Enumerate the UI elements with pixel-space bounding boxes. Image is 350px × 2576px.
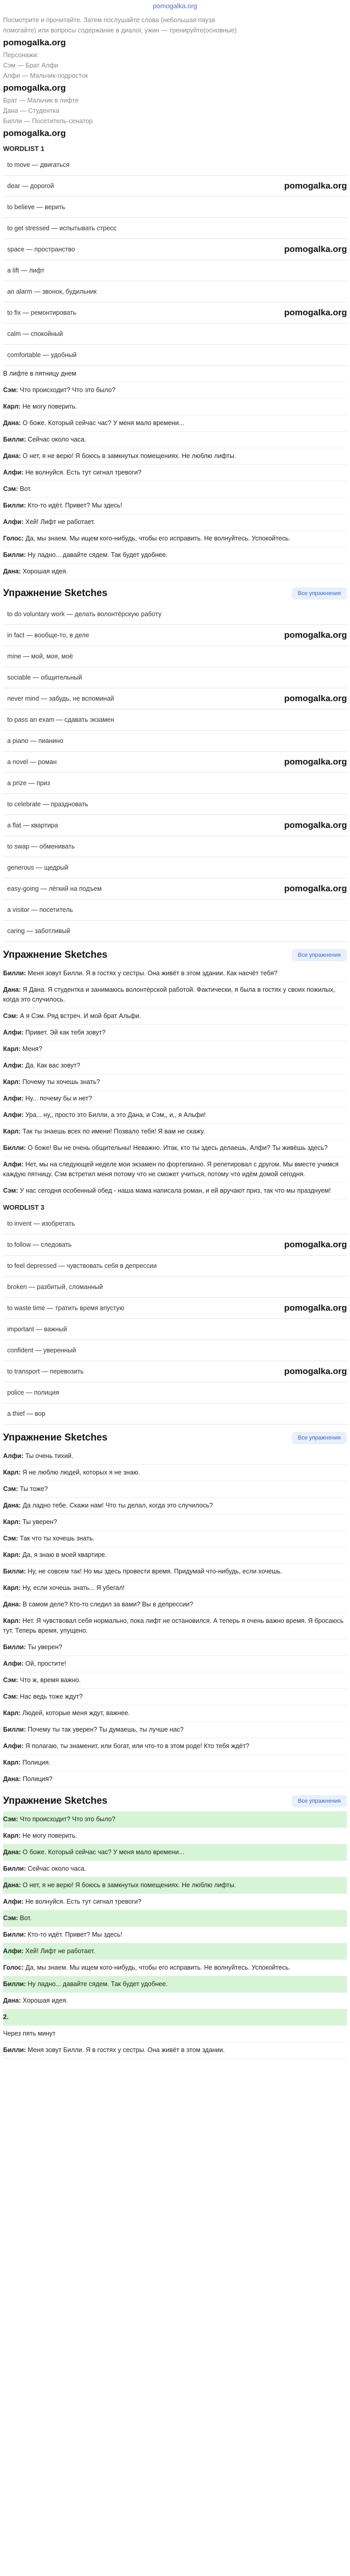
speaker-name: Алфи: — [3, 1161, 24, 1168]
dialog-line — [3, 1943, 347, 1960]
vocab-row — [3, 667, 347, 688]
dialog-line — [3, 1157, 347, 1183]
speaker-name: Дана: — [3, 568, 21, 575]
dialog-text: Сейчас около часа. — [26, 436, 86, 443]
vocab-row — [3, 773, 347, 794]
dialog-text: Так что ты хочешь знать. — [18, 1535, 95, 1542]
dialog-text: В самом деле? Кто-то следил за вами? Вы в депрессии? — [21, 1601, 194, 1608]
vocab-term: a lift — лифт — [7, 267, 45, 274]
speaker-name: Сэм: — [3, 1535, 19, 1542]
dialog-line — [3, 1613, 347, 1639]
speaker-name: Сэм: — [3, 386, 19, 394]
vocab-term: caring — заботливый — [7, 927, 71, 935]
vocab-row — [3, 1382, 347, 1403]
dialog-text: А я Сэм. Ряд встреч. И мой брат Альфи. — [18, 1012, 141, 1020]
vocab-row — [3, 625, 347, 646]
dialog-line — [3, 1844, 347, 1861]
dialog-line — [3, 1025, 347, 1041]
intro-line: Дана — Студентка — [3, 107, 60, 114]
vocab-row — [3, 709, 347, 731]
speaker-name: Сэм: — [3, 1187, 19, 1194]
watermark: pomogalka.org — [3, 83, 66, 93]
speaker-name: Карл: — [3, 1617, 21, 1624]
vocab-term: easy-going — лёгкий на подъем — [7, 885, 102, 892]
speaker-name: Билли: — [3, 1568, 26, 1575]
dialog-line — [3, 1639, 347, 1656]
dialog-3 — [0, 1448, 350, 1788]
speaker-name: Сэм: — [3, 1676, 19, 1684]
dialog-line — [3, 1547, 347, 1564]
speaker-name: Билли: — [3, 1643, 26, 1651]
vocab-term: broken — разбитый, сломанный — [7, 1283, 103, 1291]
dialog-text: Людей, которые меня ждут, важнее. — [21, 1709, 130, 1717]
sketches-1-header — [0, 580, 350, 604]
dialog-text: Кто-то идёт. Привет? Мы здесь! — [26, 502, 122, 509]
dialog-text: Сейчас около часа. — [26, 1865, 86, 1872]
vocab-term: a piano — пианино — [7, 737, 63, 744]
dialog-line — [3, 1008, 347, 1025]
vocab-row — [3, 815, 347, 836]
vocab-term: confident — уверенный — [7, 1347, 76, 1354]
speaker-name: Сэм: — [3, 1914, 19, 1922]
dialog-text: Хорошая идея. — [21, 1997, 68, 2004]
dialog-line — [3, 1738, 347, 1755]
intro-line: помогайте) или вопросы содержание в диалог, ужин — тренируйте(основные) — [3, 27, 237, 34]
dialog-4 — [0, 1811, 350, 2059]
vocab-term: to waste time — тратить время впустую — [7, 1304, 125, 1312]
dialog-text: Хорошая идея. — [21, 568, 68, 575]
speaker-name: Алфи: — [3, 1029, 24, 1036]
speaker-name: Карл: — [3, 1759, 21, 1766]
speaker-name: Дана: — [3, 1601, 21, 1608]
dialog-text: Не могу поверить. — [21, 1832, 77, 1839]
dialog-line — [3, 1755, 347, 1771]
dialog-line — [3, 1564, 347, 1580]
dialog-text: Не волнуйся. Есть тут сигнал тревоги? — [23, 469, 142, 476]
speaker-name: Голос: — [3, 535, 24, 542]
intro-line: Брат — Мальчик в лифте — [3, 97, 79, 104]
dialog-line — [3, 1531, 347, 1547]
speaker-name: Билли: — [3, 1726, 26, 1733]
speaker-name: Алфи: — [3, 518, 24, 526]
dialog-line — [3, 1465, 347, 1481]
vocab-term: to transport — перевозить — [7, 1368, 84, 1375]
all-exercises-button-1[interactable]: Все упражнения — [292, 587, 347, 600]
all-exercises-button-3[interactable]: Все упражнения — [292, 1432, 347, 1444]
speaker-name: Карл: — [3, 1469, 21, 1476]
dialog-line — [3, 531, 347, 547]
dialog-text: Нас ведь тоже ждут? — [18, 1693, 83, 1700]
dialog-line — [3, 1597, 347, 1613]
dialog-line — [3, 465, 347, 481]
dialog-text: О боже. Который сейчас час? У меня мало времени... — [21, 419, 184, 427]
dialog-text: Ты очень тихий. — [23, 1452, 74, 1460]
vocab-row — [3, 921, 347, 942]
speaker-name: Алфи: — [3, 1742, 24, 1750]
dialog-line — [3, 432, 347, 448]
vocab-row — [3, 281, 347, 302]
dialog-text: Через пять минут — [3, 2030, 56, 2037]
dialog-line — [3, 1041, 347, 1058]
dialog-text: Вот. — [18, 1914, 32, 1922]
sketches-1-title: Упражнение Sketches — [3, 588, 108, 599]
all-exercises-button-4[interactable]: Все упражнения — [292, 1795, 347, 1807]
sketches-3-title: Упражнение Sketches — [3, 1432, 108, 1443]
dialog-text: Хей! Лифт не работает. — [23, 518, 95, 526]
vocab-row — [3, 345, 347, 366]
site-url[interactable]: pomogalka.org — [153, 2, 197, 10]
vocab-row — [3, 794, 347, 815]
watermark: pomogalka.org — [284, 693, 347, 703]
wordlist-1-title: WORDLIST 1 — [3, 145, 45, 152]
speaker-name: Билли: — [3, 2046, 26, 2054]
dialog-line — [3, 1722, 347, 1738]
intro-line: Персонажи: — [3, 52, 39, 59]
speaker-name: 2. — [3, 2013, 9, 2021]
sketches-4-header — [0, 1788, 350, 1811]
vocab-row — [3, 1277, 347, 1298]
vocab-term: to pass an exam — сдавать экзамен — [7, 716, 114, 723]
dialog-line — [3, 1514, 347, 1531]
dialog-text: О боже! Вы не очень общительны! Неважно. Итак, кто ты здесь делаешь, Алфи? Ты живёшь здесь? — [26, 1144, 328, 1151]
dialog-line — [3, 1107, 347, 1124]
dialog-line — [3, 1828, 347, 1844]
speaker-name: Дана: — [3, 419, 21, 427]
speaker-name: Сэм: — [3, 1693, 19, 1700]
dialog-text: Меня зовут Билли. Я в гостях у сестры. Она живёт в этом здании. Как насчёт тебя? — [26, 970, 278, 977]
speaker-name: Билли: — [3, 551, 26, 558]
dialog-text: О боже. Который сейчас час? У меня мало времени... — [21, 1849, 184, 1856]
speaker-name: Сэм: — [3, 1012, 19, 1020]
speaker-name: Сэм: — [3, 485, 19, 493]
dialog-line — [3, 399, 347, 415]
dialog-line — [3, 1993, 347, 2009]
watermark: pomogalka.org — [284, 1240, 347, 1249]
speaker-name: Сэм: — [3, 1485, 19, 1493]
dialog-line — [3, 1656, 347, 1672]
speaker-name: Дана: — [3, 452, 21, 460]
speaker-name: Билли: — [3, 436, 26, 443]
speaker-name: Голос: — [3, 1964, 24, 1971]
dialog-line — [3, 1058, 347, 1074]
wordlist-1 — [0, 155, 350, 366]
dialog-line — [3, 1448, 347, 1465]
speaker-name: Алфи: — [3, 469, 24, 476]
vocab-row — [3, 731, 347, 752]
dialog-line — [3, 1910, 347, 1927]
speaker-name: Билли: — [3, 502, 26, 509]
dialog-text: О нет, я не верю! Я боюсь в замкнутых помещениях. Не люблю лифты. — [21, 1882, 236, 1889]
dialog-line — [3, 1091, 347, 1107]
vocab-term: to celebrate — праздновать — [7, 801, 89, 808]
vocab-row — [3, 1298, 347, 1319]
watermark: pomogalka.org — [284, 757, 347, 767]
speaker-name: Дана: — [3, 1775, 21, 1783]
speaker-name: Карл: — [3, 1584, 21, 1591]
dialog-text: Что ж, время важно. — [18, 1676, 81, 1684]
speaker-name: Карл: — [3, 1551, 21, 1558]
watermark: pomogalka.org — [284, 1366, 347, 1376]
speaker-name: Дана: — [3, 1502, 21, 1509]
dialog-line — [3, 1689, 347, 1705]
vocab-term: mine — мой, моя, моё — [7, 653, 73, 660]
speaker-name: Алфи: — [3, 1947, 24, 1955]
dialog-line — [3, 514, 347, 531]
vocab-term: important — важный — [7, 1326, 67, 1333]
watermark: pomogalka.org — [3, 38, 66, 47]
dialog-line — [3, 498, 347, 514]
speaker-name: Алфи: — [3, 1095, 24, 1102]
speaker-name: Билли: — [3, 970, 26, 977]
dialog-text: Я не люблю людей, которых я не знаю. — [21, 1469, 140, 1476]
speaker-name: Дана: — [3, 1849, 21, 1856]
dialog-text: Я Дана. Я студентка и занимаюсь волонтёрской работой. Фактически, я была в гостях у своих пожилых, когда это случилось. — [3, 986, 335, 1003]
vocab-term: to swap — обменивать — [7, 843, 75, 850]
dialog-text: Ой, простите! — [23, 1660, 66, 1667]
dialog-text: Не волнуйся. Есть тут сигнал тревоги? — [23, 1898, 142, 1905]
dialog-line — [3, 382, 347, 399]
vocab-term: space — пространство — [7, 246, 75, 253]
vocab-row — [3, 197, 347, 218]
dialog-text: Да. Как вас зовут? — [23, 1062, 80, 1069]
vocab-term: in fact — вообще-то, в деле — [7, 632, 90, 639]
vocab-term: a flat — квартира — [7, 822, 58, 829]
all-exercises-button-2[interactable]: Все упражнения — [292, 949, 347, 961]
dialog-line — [3, 1877, 347, 1894]
dialog-text: Ну, не совсем так! Но мы здесь провести время. Придумай что-нибудь, если хочешь. — [26, 1568, 283, 1575]
intro-block — [0, 15, 350, 139]
vocab-row — [3, 302, 347, 324]
dialog-line — [3, 982, 347, 1008]
intro-line: Сэм — Брат Алфи — [3, 62, 59, 69]
dialog-text: Да, мы знаем. Мы ищем кого-нибудь, чтобы его исправить. Не волнуйтесь. Успокойтесь. — [24, 535, 291, 542]
dialog-text: Так ты знаешь всех по имени! Позвало тебя! Я вам не скажу. — [21, 1128, 205, 1135]
speaker-name: Алфи: — [3, 1452, 24, 1460]
vocab-row — [3, 1340, 347, 1361]
speaker-name: Карл: — [3, 1045, 21, 1053]
dialog-text: Да, мы знаем. Мы ищем кого-нибудь, чтобы его исправить. Не волнуйтесь. Успокойтесь. — [24, 1964, 291, 1971]
dialog-text: Вот. — [18, 485, 32, 493]
speaker-name: Карл: — [3, 1709, 21, 1717]
dialog-line — [3, 481, 347, 498]
dialog-text: Меня зовут Билли. Я в гостях у сестры. Она живёт в этом здании. — [26, 2046, 225, 2054]
vocab-row — [3, 1256, 347, 1277]
vocab-term: sociable — общительный — [7, 674, 82, 681]
watermark: pomogalka.org — [284, 884, 347, 893]
vocab-row — [3, 1213, 347, 1234]
dialog-text: О нет, я не верю! Я боюсь в замкнутых помещениях. Не люблю лифты. — [21, 452, 236, 460]
vocab-term: to follow — следовать — [7, 1241, 72, 1248]
dialog-line — [3, 1927, 347, 1943]
sketches-2-header — [0, 942, 350, 965]
speaker-name: Билли: — [3, 1980, 26, 1988]
dialog-text: Да ладно тебе. Скажи нам! Что ты делал, когда это случилось? — [21, 1502, 213, 1509]
vocab-row — [3, 155, 347, 176]
dialog-line — [3, 1074, 347, 1091]
dialog-line — [3, 1976, 347, 1993]
dialog-text: Ну, если хочешь знать... Я убегал! — [21, 1584, 125, 1591]
dialog-line — [3, 1498, 347, 1514]
dialog-line — [3, 965, 347, 982]
dialog-text: Хей! Лифт не работает. — [23, 1947, 95, 1955]
dialog-line — [3, 1811, 347, 1828]
vocab-row — [3, 239, 347, 260]
vocab-row — [3, 1403, 347, 1425]
dialog-line — [3, 2009, 347, 2026]
vocab-row — [3, 646, 347, 667]
vocab-term: to move — двигаться — [7, 161, 70, 168]
dialog-text: Нет, мы на следующей неделе мои экзамен по фортепиано. Я репетировал с другом. Мы вместе учимся каждую пятницу. Сэм встретил меня потому что не сможет учиться, потому что идём домой сегодня. — [3, 1161, 339, 1178]
speaker-name: Сэм: — [3, 1816, 19, 1823]
dialog-line — [3, 2042, 347, 2059]
dialog-line — [3, 1481, 347, 1498]
speaker-name: Дана: — [3, 1997, 21, 2004]
watermark: pomogalka.org — [284, 181, 347, 191]
dialog-text: Ты уверен? — [26, 1643, 62, 1651]
sketches-4-title: Упражнение Sketches — [3, 1795, 108, 1806]
dialog-text: Почему ты хочешь знать? — [21, 1078, 100, 1086]
dialog-line — [3, 448, 347, 465]
dialog-text: Не могу поверить. — [21, 403, 77, 410]
dialog-text: Ты тоже? — [18, 1485, 48, 1493]
vocab-row — [3, 836, 347, 857]
vocab-term: a visitor — посетитель — [7, 906, 73, 913]
dialog-text: Я полагаю, ты знаменит, или богат, или что-то в этом роде! Кто тебя ждёт? — [23, 1742, 250, 1750]
vocab-row — [3, 260, 347, 281]
speaker-name: Билли: — [3, 1931, 26, 1938]
dialog-1-header: В лифте в пятницу днем — [3, 366, 347, 382]
speaker-name: Дана: — [3, 986, 21, 993]
vocab-term: generous — щедрый — [7, 864, 68, 871]
vocab-row — [3, 1361, 347, 1382]
sketches-3-header — [0, 1425, 350, 1448]
speaker-name: Карл: — [3, 1078, 21, 1086]
dialog-line — [3, 1960, 347, 1976]
vocab-row — [3, 857, 347, 878]
dialog-line — [3, 1672, 347, 1689]
vocab-term: to do voluntary work — делать волонтёрскую работу — [7, 611, 162, 618]
dialog-text: Полиция? — [21, 1775, 52, 1783]
dialog-text: Ты уверен? — [21, 1518, 57, 1526]
dialog-text: Полиция. — [21, 1759, 50, 1766]
watermark: pomogalka.org — [284, 244, 347, 254]
dialog-line — [3, 547, 347, 564]
vocab-row — [3, 752, 347, 773]
vocab-term: to feel depressed — чувствовать себя в депрессии — [7, 1262, 157, 1269]
dialog-line — [3, 2026, 347, 2042]
dialog-text: У нас сегодня особенный обед - наша мама написала роман, и ей вручают приз, так что мы празднуем! — [18, 1187, 331, 1194]
vocab-term: a novel — роман — [7, 758, 57, 766]
dialog-text: Что происходит? Что это было? — [18, 1816, 116, 1823]
vocab-row — [3, 878, 347, 900]
intro-line: Алфи — Мальчик-подросток — [3, 72, 88, 79]
vocab-term: to invent — изобретать — [7, 1220, 75, 1227]
dialog-text: Ну ладно... давайте сядем. Так будет удобнее. — [26, 551, 168, 558]
intro-line: Посмотрите и прочитайте. Затем послушайте слова (небольшая пауза — [3, 16, 215, 24]
dialog-line — [3, 415, 347, 432]
dialog-text: Привет. Эй как тебя зовут? — [23, 1029, 106, 1036]
watermark: pomogalka.org — [284, 1303, 347, 1313]
sketches-2-title: Упражнение Sketches — [3, 950, 108, 960]
vocab-term: to get stressed — испытывать стресс — [7, 225, 117, 232]
vocab-row — [3, 1234, 347, 1256]
vocab-term: an alarm — звонок, будильник — [7, 288, 97, 295]
wordlist-2 — [0, 604, 350, 942]
vocab-term: police — полиция — [7, 1389, 59, 1396]
speaker-name: Карл: — [3, 1128, 21, 1135]
dialog-text: Нет. Я чувствовал себя нормально, пока лифт не остановился. А теперь я очень важно время. Я бросаюсь тут. Теперь время, упущено. — [3, 1617, 344, 1634]
vocab-term: never mind — забудь, не вспоминай — [7, 695, 114, 702]
vocab-term: a thief — вор — [7, 1410, 45, 1417]
dialog-text: Что происходит? Что это было? — [18, 386, 116, 394]
dialog-line — [3, 1124, 347, 1140]
watermark: pomogalka.org — [3, 128, 66, 138]
dialog-text: Ну... почему бы и нет? — [23, 1095, 92, 1102]
vocab-row — [3, 900, 347, 921]
dialog-text: Ура... ну,, просто это Билли, а это Дана, и Сэм,, и,, я Альфи! — [23, 1111, 206, 1118]
dialog-text: Ну ладно... давайте сядем. Так будет удобнее. — [26, 1980, 168, 1988]
speaker-name: Алфи: — [3, 1898, 24, 1905]
vocab-term: to believe — верить — [7, 204, 65, 211]
wordlist-3 — [0, 1213, 350, 1425]
intro-line: Билли — Посетитель-сенатор — [3, 117, 93, 125]
speaker-name: Алфи: — [3, 1062, 24, 1069]
vocab-row — [3, 218, 347, 239]
dialog-line — [3, 1894, 347, 1910]
speaker-name: Алфи: — [3, 1660, 24, 1667]
dialog-text: Почему ты так уверен? Ты думаешь, ты лучше нас? — [26, 1726, 184, 1733]
speaker-name: Билли: — [3, 1865, 26, 1872]
speaker-name: Карл: — [3, 1832, 21, 1839]
vocab-term: a prize — приз — [7, 779, 50, 787]
wordlist-3-title: WORDLIST 3 — [3, 1204, 45, 1211]
dialog-text: Меня? — [21, 1045, 42, 1053]
dialog-line — [3, 1140, 347, 1157]
watermark: pomogalka.org — [284, 630, 347, 640]
speaker-name: Дана: — [3, 1882, 21, 1889]
dialog-line — [3, 1705, 347, 1722]
speaker-name: Карл: — [3, 403, 21, 410]
dialog-1 — [0, 366, 350, 580]
vocab-row — [3, 604, 347, 625]
watermark: pomogalka.org — [284, 308, 347, 317]
speaker-name: Билли: — [3, 1144, 26, 1151]
vocab-term: to fix — ремонтировать — [7, 309, 77, 316]
dialog-2 — [0, 965, 350, 1199]
vocab-row — [3, 324, 347, 345]
speaker-name: Алфи: — [3, 1111, 24, 1118]
dialog-line — [3, 1861, 347, 1877]
dialog-line — [3, 1183, 347, 1199]
dialog-line — [3, 564, 347, 580]
vocab-term: calm — спокойный — [7, 330, 63, 337]
watermark: pomogalka.org — [284, 820, 347, 830]
vocab-term: dear — дорогой — [7, 182, 54, 190]
dialog-line — [3, 1580, 347, 1597]
dialog-text: Кто-то идёт. Привет? Мы здесь! — [26, 1931, 122, 1938]
dialog-text: Да, я знаю в моей квартире. — [21, 1551, 107, 1558]
vocab-row — [3, 176, 347, 197]
vocab-row — [3, 1319, 347, 1340]
vocab-row — [3, 688, 347, 709]
dialog-line — [3, 1771, 347, 1788]
speaker-name: Карл: — [3, 1518, 21, 1526]
vocab-term: comfortable — удобный — [7, 351, 77, 359]
